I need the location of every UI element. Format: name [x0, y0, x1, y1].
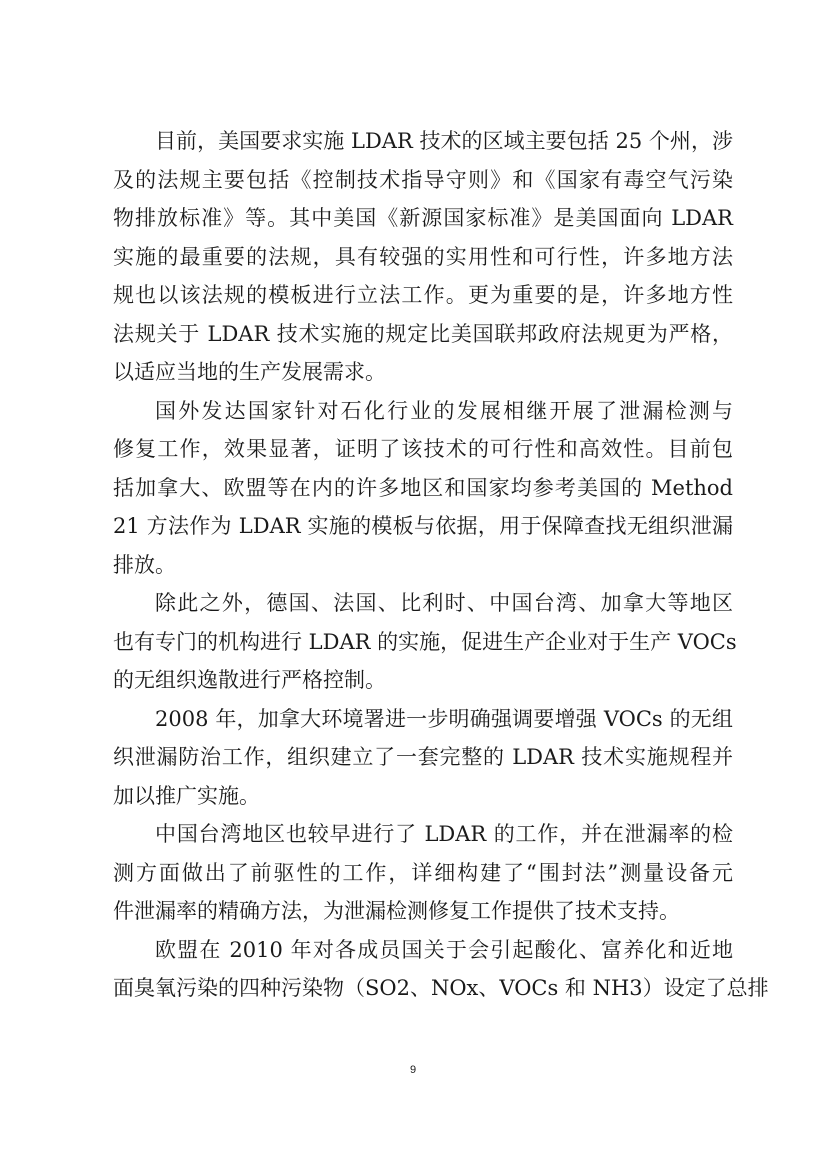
text-line: 排放。 — [113, 552, 176, 577]
text-line: 件泄漏率的精确方法，为泄漏检测修复工作提供了技术支持。 — [113, 899, 680, 923]
text-line: 目前，美国要求实施 LDAR 技术的区域主要包括 25 个州，涉 — [155, 129, 733, 153]
text-line: 的无组织逸散进行严格控制。 — [113, 668, 386, 692]
text-line: 织泄漏防治工作，组织建立了一套完整的 LDAR 技术实施规程并 — [113, 745, 733, 769]
paragraph-foreign-ldar-practice — [113, 392, 733, 585]
paragraph-taiwan — [113, 815, 733, 931]
text-line: 实施的最重要的法规，具有较强的实用性和可行性，许多地方法 — [113, 244, 733, 269]
body-text — [113, 122, 769, 1008]
text-line: 2008 年，加拿大环境署进一步明确强调要增强 VOCs 的无组 — [155, 706, 733, 731]
text-line: 加以推广实施。 — [113, 783, 260, 808]
text-line: 修复工作，效果显著，证明了该技术的可行性和高效性。目前包 — [113, 437, 733, 461]
paragraph-other-regions — [113, 584, 737, 700]
text-line: 及的法规主要包括《控制技术指导守则》和《国家有毒空气污染 — [113, 167, 733, 192]
text-line: 也有专门的机构进行 LDAR 的实施，促进生产企业对于生产 VOCs — [113, 629, 737, 654]
text-line: 测方面做出了前驱性的工作，详细构建了“围封法”测量设备元 — [113, 860, 733, 885]
text-line: 物排放标准》等。其中美国《新源国家标准》是美国面向 LDAR — [113, 206, 733, 230]
paragraph-canada-2008 — [113, 700, 733, 816]
text-line: 法规关于 LDAR 技术实施的规定比美国联邦政府法规更为严格， — [113, 321, 733, 346]
text-line: 21 方法作为 LDAR 实施的模板与依据，用于保障查找无组织泄漏 — [113, 514, 733, 538]
text-line: 规也以该法规的模板进行立法工作。更为重要的是，许多地方性 — [113, 283, 733, 307]
page-number: 9 — [409, 1064, 417, 1076]
text-line: 欧盟在 2010 年对各成员国关于会引起酸化、富养化和近地 — [155, 937, 733, 962]
text-line: 中国台湾地区也较早进行了 LDAR 的工作，并在泄漏率的检 — [155, 822, 733, 846]
paragraph-eu-2010 — [113, 931, 769, 1008]
text-line: 国外发达国家针对石化行业的发展相继开展了泄漏检测与 — [155, 398, 733, 423]
paragraph-ldar-us-regulations — [113, 122, 733, 392]
text-line: 除此之外，德国、法国、比利时、中国台湾、加拿大等地区 — [155, 591, 733, 615]
text-line: 以适应当地的生产发展需求。 — [113, 360, 386, 384]
text-line: 面臭氧污染的四种污染物（SO2、NOx、VOCs 和 NH3）设定了总排 — [113, 976, 769, 1000]
text-line: 括加拿大、欧盟等在内的许多地区和国家均参考美国的 Method — [113, 475, 733, 500]
